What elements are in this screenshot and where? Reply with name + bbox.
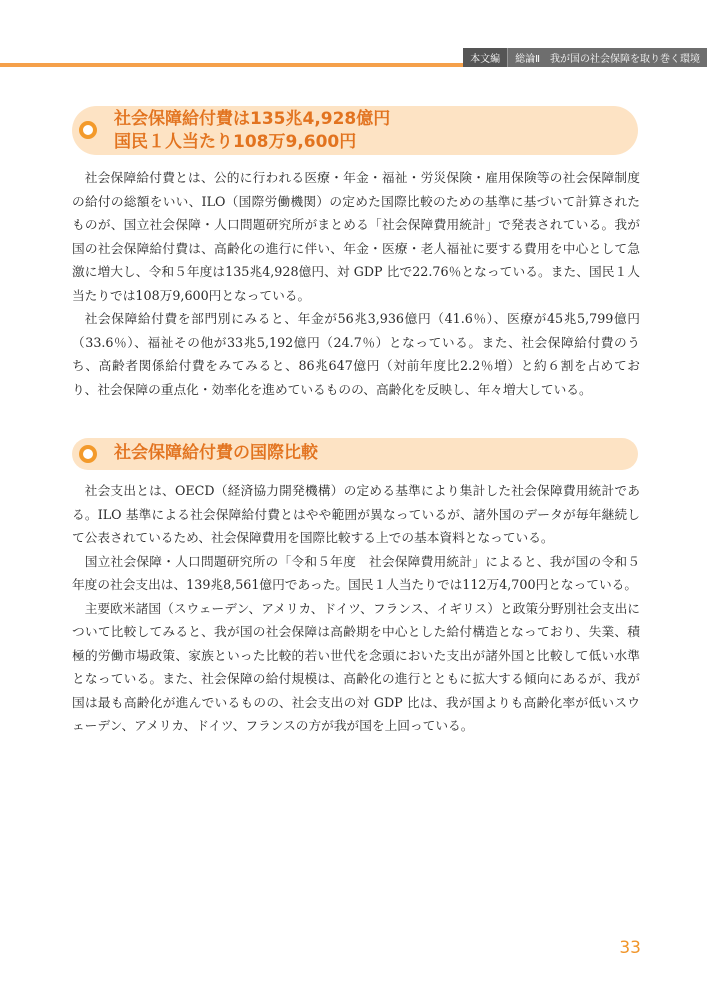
paragraph: 社会支出とは、OECD（経済協力開発機構）の定める基準により集計した社会保障費用統計である。ILO 基準による社会保障給付費とはやや範囲が異なっているが、諸外国のデータが毎年継続して公表されているため、社会保障費用を国際比較する上での基本資料となっている。 xyxy=(72,483,640,545)
section-title-line1: 社会保障給付費は135兆4,928億円 xyxy=(114,109,391,129)
section-body-benefits xyxy=(72,166,640,401)
running-header xyxy=(463,48,707,67)
page-number: 33 xyxy=(619,938,641,958)
paragraph: 国立社会保障・人口問題研究所の「令和５年度 社会保障費用統計」によると、我が国の令和５年度の社会支出は、139兆8,561億円であった。国民１人当たりでは112万4,700円となっている。 xyxy=(72,553,640,592)
paragraph: 社会保障給付費とは、公的に行われる医療・年金・福祉・労災保険・雇用保険等の社会保障制度の給付の総額をいい、ILO（国際労働機関）の定めた国際比較のための基準に基づいて計算されたものが、国立社会保障・人口問題研究所がまとめる「社会保障費用統計」で発表されている。我が国の社会保障給付費は、高齢化の進行に伴い、年金・医療・老人福祉に要する費用を中心として急激に増大し、令和５年度は135兆4,928億円、対 GDP 比で22.76％となっている。また、国民１人当たりでは108万9,600円となっている。 xyxy=(72,170,640,303)
bullet-circle-icon xyxy=(79,121,97,139)
bullet-circle-icon xyxy=(79,445,97,463)
paragraph: 社会保障給付費を部門別にみると、年金が56兆3,936億円（41.6％）、医療が45兆5,799億円（33.6％）、福祉その他が33兆5,192億円（24.7％）となっている。また、社会保障給付費のうち、高齢者関係給付費をみてみると、86兆647億円（対前年度比2.2％増）と約６割を占めており、社会保障の重点化・効率化を進めているものの、高齢化を反映し、年々増大している。 xyxy=(72,311,640,397)
header-chapter: 総論Ⅱ 我が国の社会保障を取り巻く環境 xyxy=(507,48,707,67)
section-heading-international xyxy=(72,438,638,470)
section-title xyxy=(114,108,390,154)
section-heading-benefits xyxy=(72,106,638,155)
section-title-line2: 国民１人当たり108万9,600円 xyxy=(114,132,357,152)
paragraph: 主要欧米諸国（スウェーデン、アメリカ、ドイツ、フランス、イギリス）と政策分野別社会支出について比較してみると、我が国の社会保障は高齢期を中心とした給付構造となっており、失業、積極的労働市場政策、家族といった比較的若い世代を念頭においた支出が諸外国と比較して低い水準となっている。また、社会保障の給付規模は、高齢化の進行とともに拡大する傾向にあるが、我が国は最も高齢化が進んでいるものの、社会支出の対 GDP 比は、我が国よりも高齢化率が低いスウェーデン、アメリカ、ドイツ、フランスの方が我が国を上回っている。 xyxy=(72,600,640,733)
header-category: 本文編 xyxy=(463,48,507,67)
section-body-international xyxy=(72,479,640,738)
section-title: 社会保障給付費の国際比較 xyxy=(114,443,318,463)
